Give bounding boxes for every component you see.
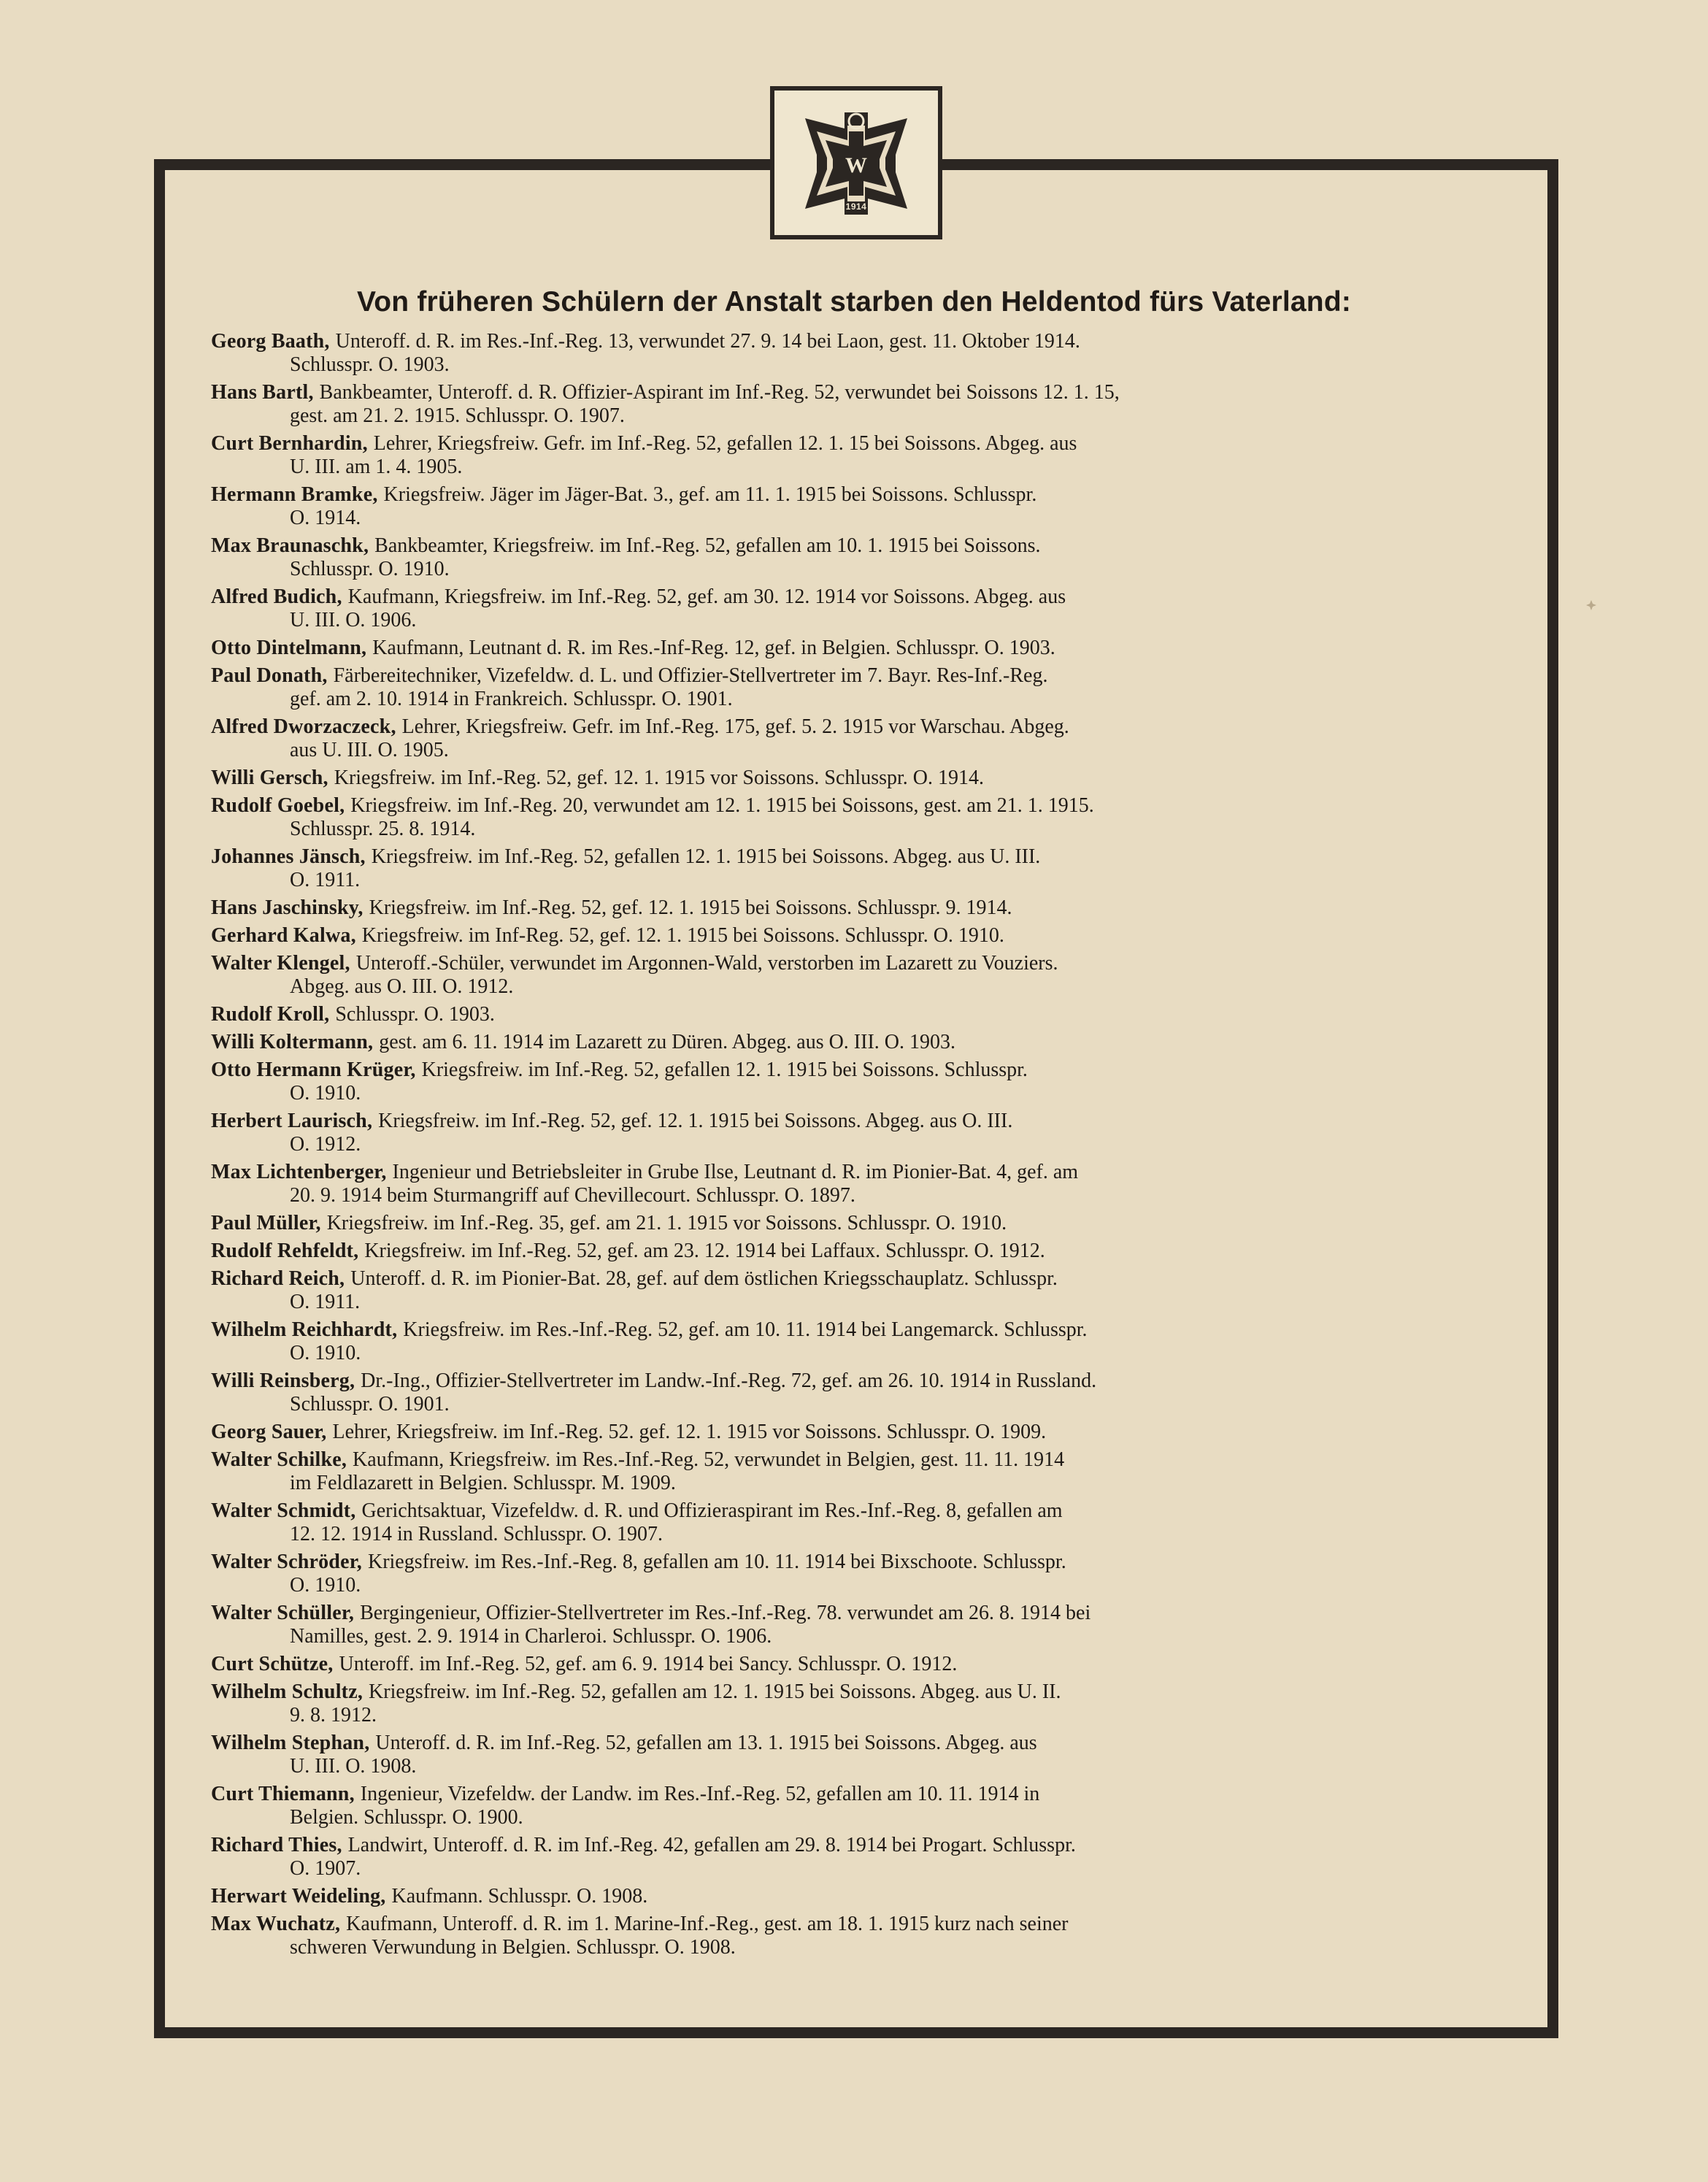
memorial-entry-line [211,1885,1503,1908]
memorial-details: Kriegsfreiw. im Inf.-Reg. 52, gef. 12. 1. 1915 vor Soissons. Schlusspr. O. 1914. [334,767,984,789]
memorial-entry [211,1003,1503,1026]
memorial-name: Alfred Budich , [211,585,342,608]
memorial-name: Curt Bernhardin , [211,432,368,455]
memorial-continuation: O. 1910. [290,1574,361,1597]
memorial-entry [211,924,1503,948]
memorial-continuation: U. III. O. 1908. [290,1755,417,1778]
svg-text:W: W [845,153,867,177]
memorial-continuation: U. III. O. 1906. [290,609,417,631]
memorial-entry-line [211,585,1503,609]
memorial-entry [211,1834,1503,1881]
memorial-entry-line [211,1680,1503,1704]
memorial-continuation: O. 1911. [290,869,361,891]
memorial-entry-line [211,1551,1503,1574]
memorial-entry [211,483,1503,530]
memorial-continuation: O. 1910. [290,1342,361,1364]
decorative-mark-icon [1585,599,1597,611]
memorial-name: Richard Thies , [211,1834,342,1856]
memorial-entry-line [211,1161,1503,1184]
memorial-continuation: 20. 9. 1914 beim Sturmangriff auf Chevillecourt. Schlusspr. O. 1897. [290,1184,855,1207]
memorial-name: Georg Sauer , [211,1421,326,1443]
memorial-name: Paul Müller , [211,1212,321,1234]
memorial-details: Kriegsfreiw. im Inf.-Reg. 20, verwundet am 12. 1. 1915 bei Soissons, gest. am 21. 1. 1915. [350,794,1094,817]
memorial-entry-line [211,637,1503,660]
memorial-name: Curt Schütze , [211,1653,333,1675]
memorial-details: Kriegsfreiw. im Inf.-Reg. 52, gef. 12. 1. 1915 bei Soissons. Schlusspr. 9. 1914. [369,896,1012,919]
memorial-continuation: schweren Verwundung in Belgien. Schlusspr. O. 1908. [290,1936,736,1959]
memorial-entry-line [211,1732,1503,1755]
memorial-entry-line [211,845,1503,869]
memorial-name: Walter Schilke , [211,1448,347,1471]
memorial-entry [211,715,1503,762]
memorial-continuation: O. 1912. [290,1133,361,1156]
memorial-continuation: O. 1914. [290,507,361,529]
memorial-details: Schlusspr. O. 1903. [335,1003,495,1026]
memorial-name: Walter Schüller , [211,1602,354,1624]
memorial-details: Gerichtsaktuar, Vizefeldw. d. R. und Offizieraspirant im Res.-Inf.-Reg. 8, gefallen am [361,1499,1063,1522]
memorial-details: Bankbeamter, Kriegsfreiw. im Inf.-Reg. 52, gefallen am 10. 1. 1915 bei Soissons. [374,534,1041,557]
memorial-continuation: Schlusspr. O. 1903. [290,353,450,376]
memorial-entry [211,1783,1503,1829]
memorial-name: Hermann Bramke , [211,483,378,506]
memorial-name: Wilhelm Schultz , [211,1680,363,1703]
memorial-entry-line [211,664,1503,688]
memorial-details: Kriegsfreiw. im Inf.-Reg. 52, gef. am 23. 12. 1914 bei Laffaux. Schlusspr. O. 1912. [364,1240,1045,1262]
memorial-entry [211,1059,1503,1105]
memorial-entry [211,1913,1503,1959]
memorial-details: Lehrer, Kriegsfreiw. im Inf.-Reg. 52. gef. 12. 1. 1915 vor Soissons. Schlusspr. O. 1909. [332,1421,1047,1443]
memorial-entry-line [211,483,1503,507]
memorial-entry-line [211,381,1503,404]
memorial-entry [211,1240,1503,1263]
memorial-continuation: 12. 12. 1914 in Russland. Schlusspr. O. 1907. [290,1523,663,1545]
memorial-entry [211,664,1503,711]
memorial-details: Unteroff. d. R. im Res.-Inf.-Reg. 13, verwundet 27. 9. 14 bei Laon, gest. 11. Oktober 1914. [335,330,1080,353]
memorial-continuation: O. 1910. [290,1082,361,1105]
memorial-continuation: 9. 8. 1912. [290,1704,377,1726]
memorial-continuation: U. III. am 1. 4. 1905. [290,456,463,478]
memorial-details: gest. am 6. 11. 1914 im Lazarett zu Düren. Abgeg. aus O. III. O. 1903. [379,1031,956,1053]
memorial-details: Dr.-Ing., Offizier-Stellvertreter im Landw.-Inf.-Reg. 72, gef. am 26. 10. 1914 in Russland. [361,1369,1097,1392]
memorial-name: Max Wuchatz , [211,1913,340,1935]
memorial-name: Gerhard Kalwa , [211,924,356,947]
memorial-details: Kriegsfreiw. im Inf.-Reg. 52, gefallen 12. 1. 1915 bei Soissons. Schlusspr. [421,1059,1028,1081]
memorial-entry-line [211,1003,1503,1026]
memorial-entry [211,1369,1503,1416]
memorial-entry-line [211,924,1503,948]
memorial-entry [211,585,1503,632]
memorial-continuation: gest. am 21. 2. 1915. Schlusspr. O. 1907. [290,404,625,427]
memorial-entry-line [211,1212,1503,1235]
memorial-entry-line [211,1913,1503,1936]
memorial-details: Kriegsfreiw. im Res.-Inf.-Reg. 52, gef. am 10. 11. 1914 bei Langemarck. Schlusspr. [403,1318,1088,1341]
memorial-name: Herwart Weideling , [211,1885,386,1908]
memorial-entry-line [211,432,1503,456]
memorial-entry-line [211,1318,1503,1342]
memorial-name: Otto Hermann Krüger , [211,1059,416,1081]
memorial-entry-line [211,330,1503,353]
memorial-details: Unteroff. d. R. im Pionier-Bat. 28, gef. auf dem östlichen Kriegsschauplatz. Schlusspr. [350,1267,1058,1290]
memorial-name: Willi Reinsberg , [211,1369,355,1392]
memorial-details: Färbereitechniker, Vizefeldw. d. L. und Offizier-Stellvertreter im 7. Bayr. Res-Inf.-Reg. [333,664,1048,687]
memorial-name: Rudolf Rehfeldt , [211,1240,358,1262]
memorial-continuation: O. 1907. [290,1857,361,1880]
memorial-entry [211,1448,1503,1495]
memorial-entry [211,1267,1503,1314]
memorial-name: Johannes Jänsch , [211,845,366,868]
memorial-name: Max Braunaschk , [211,534,369,557]
memorial-details: Lehrer, Kriegsfreiw. Gefr. im Inf.-Reg. 52, gefallen 12. 1. 15 bei Soissons. Abgeg. aus [373,432,1077,455]
memorial-continuation: Abgeg. aus O. III. O. 1912. [290,975,514,998]
memorial-continuation: aus U. III. O. 1905. [290,739,449,761]
memorial-entry [211,794,1503,841]
memorial-continuation: Schlusspr. O. 1901. [290,1393,450,1415]
emblem [770,86,942,239]
emblem-year: 1914 [845,201,867,212]
memorial-name: Georg Baath , [211,330,330,353]
memorial-details: Kriegsfreiw. im Inf.-Reg. 52, gefallen 12. 1. 1915 bei Soissons. Abgeg. aus U. III. [371,845,1041,868]
memorial-name: Richard Reich , [211,1267,345,1290]
memorial-name: Wilhelm Stephan , [211,1732,369,1754]
memorial-entry [211,1680,1503,1727]
memorial-details: Kaufmann. Schlusspr. O. 1908. [391,1885,648,1908]
memorial-continuation: gef. am 2. 10. 1914 in Frankreich. Schlusspr. O. 1901. [290,688,733,710]
memorial-name: Walter Klengel , [211,952,350,975]
memorial-list [211,330,1503,1964]
memorial-name: Paul Donath , [211,664,328,687]
memorial-entry [211,534,1503,581]
memorial-entry-line [211,1240,1503,1263]
memorial-details: Kriegsfreiw. im Inf.-Reg. 52, gef. 12. 1. 1915 bei Soissons. Abgeg. aus O. III. [378,1110,1013,1132]
memorial-continuation: O. 1911. [290,1291,361,1313]
memorial-details: Ingenieur, Vizefeldw. der Landw. im Res.-Inf.-Reg. 52, gefallen am 10. 11. 1914 in [360,1783,1040,1805]
memorial-continuation: Schlusspr. 25. 8. 1914. [290,818,476,840]
memorial-name: Otto Dintelmann , [211,637,366,659]
memorial-entry [211,1421,1503,1444]
memorial-entry [211,845,1503,892]
memorial-continuation: im Feldlazarett in Belgien. Schlusspr. M. 1909. [290,1472,676,1494]
memorial-details: Kaufmann, Leutnant d. R. im Res.-Inf-Reg. 12, gef. in Belgien. Schlusspr. O. 1903. [372,637,1055,659]
memorial-continuation: Schlusspr. O. 1910. [290,558,450,580]
page-title: Von früheren Schülern der Anstalt starben den Heldentod fürs Vaterland: [356,286,1352,318]
memorial-details: Kaufmann, Kriegsfreiw. im Inf.-Reg. 52, gef. am 30. 12. 1914 vor Soissons. Abgeg. aus [347,585,1066,608]
memorial-entry [211,1732,1503,1778]
memorial-entry [211,767,1503,790]
memorial-entry-line [211,1267,1503,1291]
memorial-details: Kaufmann, Unteroff. d. R. im 1. Marine-Inf.-Reg., gest. am 18. 1. 1915 kurz nach seiner [346,1913,1069,1935]
memorial-entry-line [211,1783,1503,1806]
memorial-details: Kaufmann, Kriegsfreiw. im Res.-Inf.-Reg. 52, verwundet in Belgien, gest. 11. 11. 1914 [353,1448,1065,1471]
memorial-details: Landwirt, Unteroff. d. R. im Inf.-Reg. 42, gefallen am 29. 8. 1914 bei Progart. Schlusspr. [347,1834,1076,1856]
memorial-entry [211,1161,1503,1207]
memorial-entry-line [211,1110,1503,1133]
memorial-entry-line [211,1421,1503,1444]
memorial-entry [211,637,1503,660]
memorial-entry-line [211,1499,1503,1523]
memorial-name: Rudolf Goebel , [211,794,345,817]
memorial-entry-line [211,1059,1503,1082]
memorial-entry [211,1551,1503,1597]
memorial-details: Ingenieur und Betriebsleiter in Grube Ilse, Leutnant d. R. im Pionier-Bat. 4, gef. am [392,1161,1079,1183]
memorial-entry [211,1602,1503,1648]
memorial-name: Willi Gersch , [211,767,328,789]
memorial-name: Alfred Dworzaczeck , [211,715,396,738]
memorial-name: Wilhelm Reichhardt , [211,1318,397,1341]
memorial-entry [211,1499,1503,1546]
memorial-details: Bergingenieur, Offizier-Stellvertreter im Res.-Inf.-Reg. 78. verwundet am 26. 8. 1914 bei [360,1602,1091,1624]
memorial-entry-line [211,1448,1503,1472]
memorial-entry-line [211,715,1503,739]
memorial-details: Kriegsfreiw. im Inf.-Reg. 35, gef. am 21. 1. 1915 vor Soissons. Schlusspr. O. 1910. [326,1212,1007,1234]
memorial-continuation: Belgien. Schlusspr. O. 1900. [290,1806,523,1829]
memorial-details: Unteroff. d. R. im Inf.-Reg. 52, gefallen am 13. 1. 1915 bei Soissons. Abgeg. aus [375,1732,1037,1754]
memorial-name: Curt Thiemann , [211,1783,355,1805]
memorial-entry-line [211,1369,1503,1393]
memorial-details: Kriegsfreiw. Jäger im Jäger-Bat. 3., gef. am 11. 1. 1915 bei Soissons. Schlusspr. [383,483,1037,506]
memorial-entry [211,330,1503,377]
memorial-details: Unteroff. im Inf.-Reg. 52, gef. am 6. 9. 1914 bei Sancy. Schlusspr. O. 1912. [339,1653,958,1675]
memorial-continuation: Namilles, gest. 2. 9. 1914 in Charleroi. Schlusspr. O. 1906. [290,1625,772,1648]
memorial-name: Hans Jaschinsky , [211,896,363,919]
memorial-entry [211,432,1503,479]
memorial-entry-line [211,896,1503,920]
memorial-entry-line [211,952,1503,975]
memorial-entry [211,1110,1503,1156]
memorial-entry-line [211,767,1503,790]
memorial-name: Rudolf Kroll , [211,1003,329,1026]
memorial-details: Kriegsfreiw. im Res.-Inf.-Reg. 8, gefallen am 10. 11. 1914 bei Bixschoote. Schlusspr. [367,1551,1066,1573]
memorial-entry [211,1031,1503,1054]
memorial-entry-line [211,794,1503,818]
memorial-entry [211,1212,1503,1235]
memorial-details: Lehrer, Kriegsfreiw. Gefr. im Inf.-Reg. 175, gef. 5. 2. 1915 vor Warschau. Abgeg. [401,715,1069,738]
memorial-entry-line [211,534,1503,558]
memorial-entry-line [211,1653,1503,1676]
memorial-entry [211,1885,1503,1908]
memorial-name: Willi Koltermann , [211,1031,373,1053]
memorial-entry [211,896,1503,920]
memorial-entry-line [211,1031,1503,1054]
memorial-details: Bankbeamter, Unteroff. d. R. Offizier-Aspirant im Inf.-Reg. 52, verwundet bei Soissons 12. 1. 15, [319,381,1120,404]
memorial-name: Max Lichtenberger , [211,1161,387,1183]
memorial-entry-line [211,1834,1503,1857]
memorial-entry [211,1318,1503,1365]
memorial-name: Hans Bartl , [211,381,314,404]
memorial-name: Herbert Laurisch , [211,1110,372,1132]
memorial-entry [211,952,1503,999]
memorial-name: Walter Schmidt , [211,1499,355,1522]
memorial-entry-line [211,1602,1503,1625]
memorial-name: Walter Schröder , [211,1551,362,1573]
memorial-details: Kriegsfreiw. im Inf.-Reg. 52, gefallen am 12. 1. 1915 bei Soissons. Abgeg. aus U. II. [369,1680,1061,1703]
memorial-details: Unteroff.-Schüler, verwundet im Argonnen-Wald, verstorben im Lazarett zu Vouziers. [355,952,1058,975]
memorial-entry [211,381,1503,428]
memorial-entry [211,1653,1503,1676]
memorial-details: Kriegsfreiw. im Inf-Reg. 52, gef. 12. 1. 1915 bei Soissons. Schlusspr. O. 1910. [361,924,1004,947]
